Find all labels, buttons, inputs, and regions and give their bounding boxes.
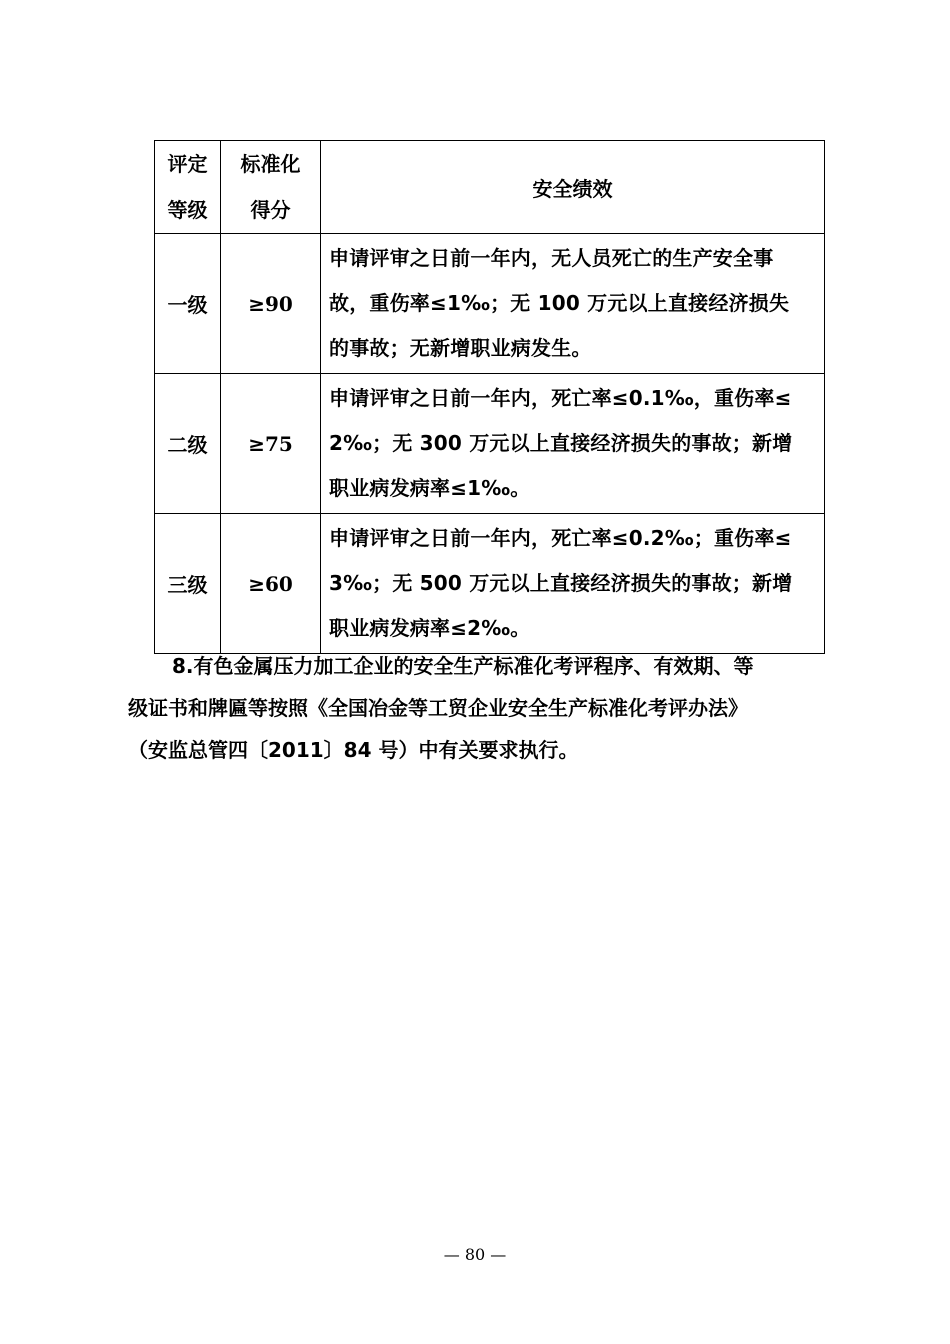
grade-cell: 一级: [155, 234, 221, 374]
performance-line: 2‰；无 300 万元以上直接经济损失的事故；新增: [329, 431, 793, 455]
table-row: [155, 234, 825, 374]
table-row: [155, 514, 825, 654]
performance-line: 3‰；无 500 万元以上直接经济损失的事故；新增: [329, 571, 793, 595]
page-number: — 80 —: [443, 1245, 507, 1264]
performance-line: 职业病发病率≤1‰。: [329, 476, 531, 500]
safety-grade-table: [154, 140, 825, 654]
table-row: [155, 374, 825, 514]
performance-line: 的事故；无新增职业病发生。: [329, 336, 592, 360]
paragraph-line: 8.有色金属压力加工企业的安全生产标准化考评程序、有效期、等: [172, 654, 754, 678]
header-score-line: 得分: [250, 198, 291, 222]
performance-cell: [321, 374, 825, 514]
paragraph-line: 级证书和牌匾等按照《全国冶金等工贸企业安全生产标准化考评办法》: [128, 696, 748, 720]
grade-cell: 三级: [155, 514, 221, 654]
performance-cell: [321, 514, 825, 654]
performance-line: 申请评审之日前一年内，死亡率≤0.1‰，重伤率≤: [329, 386, 792, 410]
performance-line: 故，重伤率≤1‰；无 100 万元以上直接经济损失: [329, 291, 790, 315]
score-cell: ≥60: [221, 514, 321, 654]
paragraph-line: （安监总管四〔2011〕84 号）中有关要求执行。: [128, 738, 579, 762]
performance-line: 申请评审之日前一年内，无人员死亡的生产安全事: [329, 246, 774, 270]
body-paragraph: [128, 645, 828, 771]
header-score-line: 标准化: [240, 152, 301, 176]
header-grade: [155, 141, 221, 234]
performance-line: 职业病发病率≤2‰。: [329, 616, 531, 640]
header-score: [221, 141, 321, 234]
performance-cell: [321, 234, 825, 374]
grade-cell: 二级: [155, 374, 221, 514]
table-header-row: [155, 141, 825, 234]
score-cell: ≥90: [221, 234, 321, 374]
header-performance: 安全绩效: [321, 141, 825, 234]
score-cell: ≥75: [221, 374, 321, 514]
header-grade-line: 等级: [167, 198, 208, 222]
header-grade-line: 评定: [167, 152, 208, 176]
performance-line: 申请评审之日前一年内，死亡率≤0.2‰；重伤率≤: [329, 526, 792, 550]
